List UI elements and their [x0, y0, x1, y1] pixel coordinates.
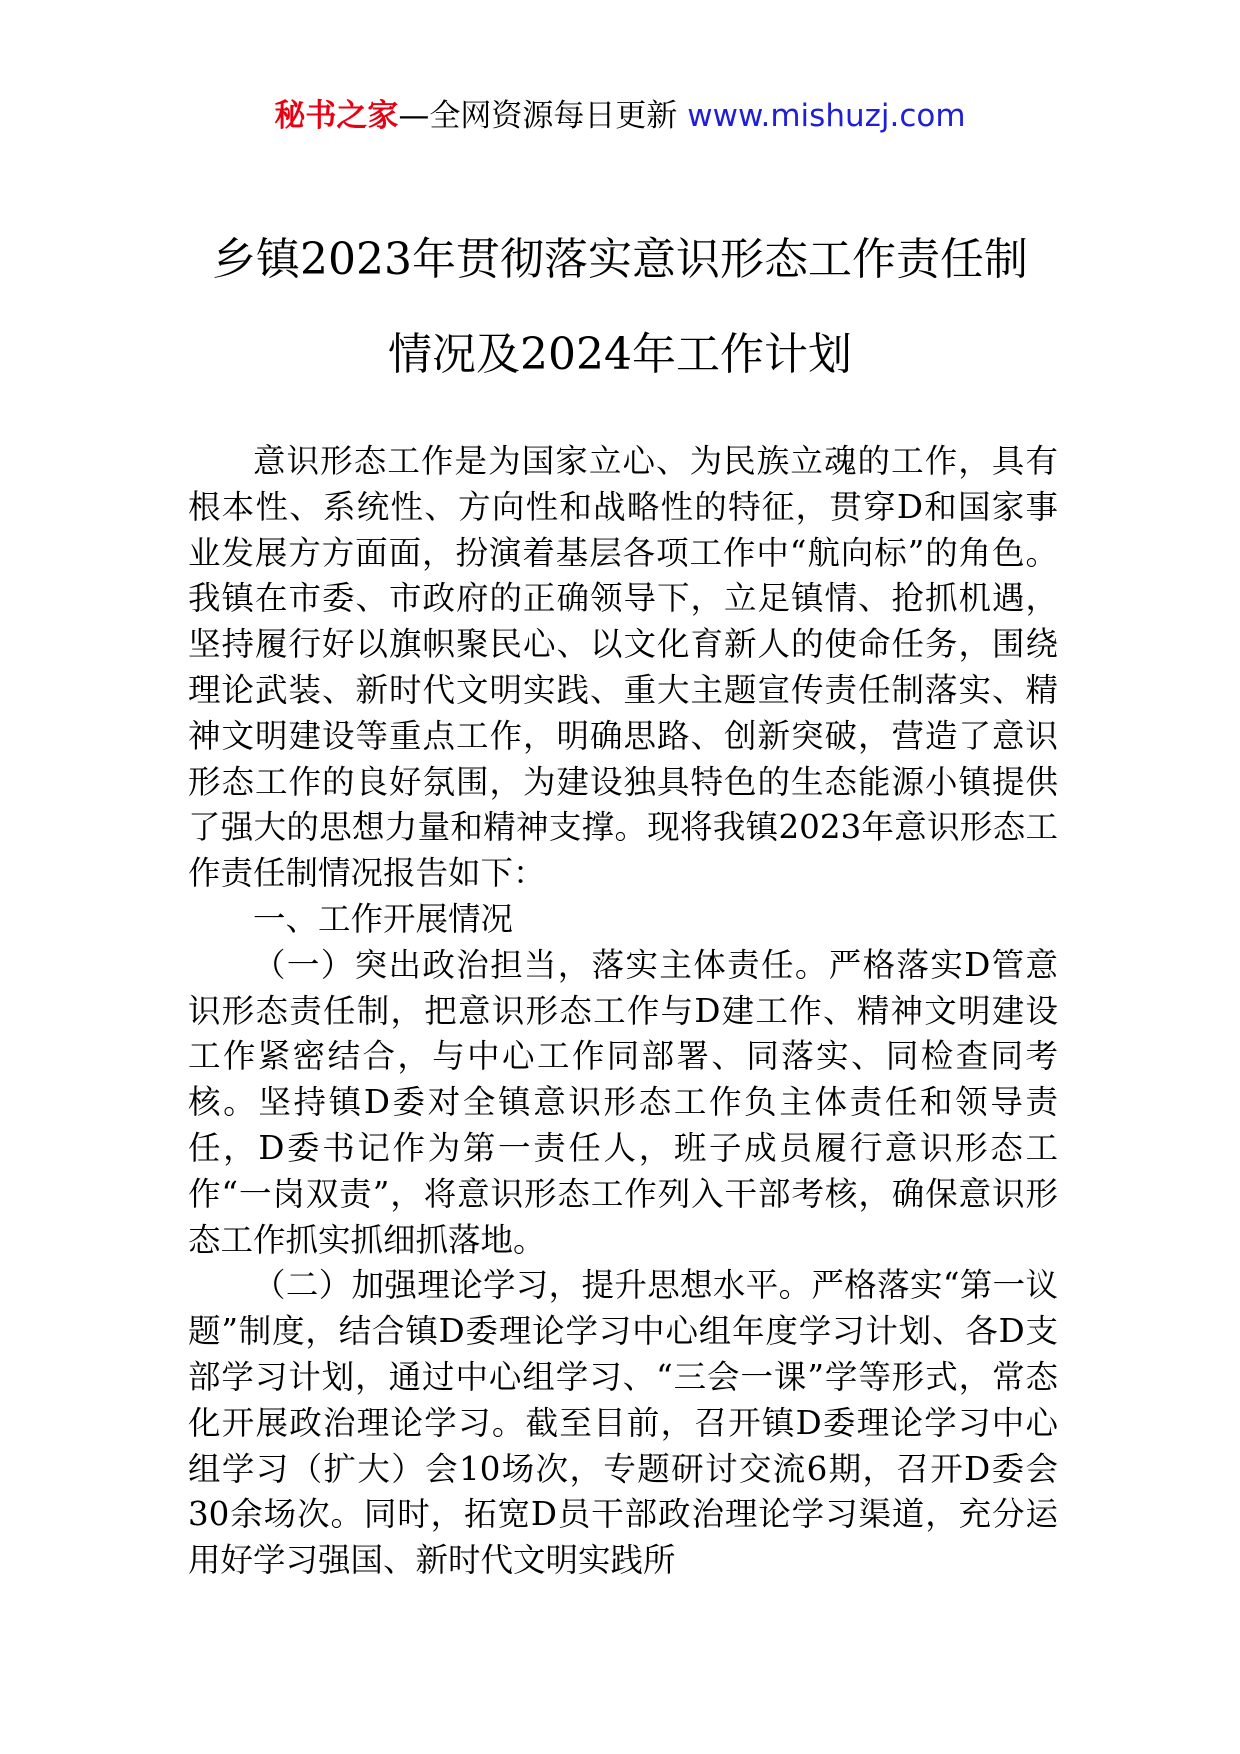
document-title-line-2: 情况及2024年工作计划 [388, 329, 852, 380]
subsection-paragraph: （二）加强理论学习，提升思想水平。严格落实“第一议题”制度，结合镇D委理论学习中心组年度学习计划、各D支部学习计划，通过中心组学习、“三会一课”学等形式，常态化开展政治理论学习。截至目前，召开镇D委理论学习中心组学习（扩大）会10场次，专题研讨交流6期，召开D委会30余场次。同时，拓宽D员干部政治理论学习渠道，充分运用好学习强国、新时代文明实践所 [188, 1266, 1058, 1580]
header-tagline: —全网资源每日更新 [398, 98, 678, 134]
document-body [188, 439, 1058, 1584]
site-header [0, 96, 1240, 136]
header-brand: 秘书之家 [274, 98, 399, 134]
section-heading: 一、工作开展情况 [253, 899, 514, 938]
document-title-line-1: 乡镇2023年贯彻落实意识形态工作责任制 [212, 234, 1028, 285]
subsection-paragraph: （一）突出政治担当，落实主体责任。严格落实D管意识形态责任制，把意识形态工作与D建工作、精神文明建设工作紧密结合，与中心工作同部署、同落实、同检查同考核。坚持镇D委对全镇意识形态工作负主体责任和领导责任，D委书记作为第一责任人，班子成员履行意识形态工作“一岗双责”，将意识形态工作列入干部考核，确保意识形态工作抓实抓细抓落地。 [188, 945, 1058, 1259]
header-url-link[interactable]: www.mishuzj.com [687, 98, 966, 134]
intro-paragraph: 意识形态工作是为国家立心、为民族立魂的工作，具有根本性、系统性、方向性和战略性的特征，贯穿D和国家事业发展方方面面，扮演着基层各项工作中“航向标”的角色。我镇在市委、市政府的正确领导下，立足镇情、抢抓机遇，坚持履行好以旗帜聚民心、以文化育新人的使命任务，围绕理论武装、新时代文明实践、重大主题宣传责任制落实、精神文明建设等重点工作，明确思路、创新突破，营造了意识形态工作的良好氛围，为建设独具特色的生态能源小镇提供了强大的思想力量和精神支撑。现将我镇2023年意识形态工作责任制情况报告如下： [188, 442, 1058, 893]
